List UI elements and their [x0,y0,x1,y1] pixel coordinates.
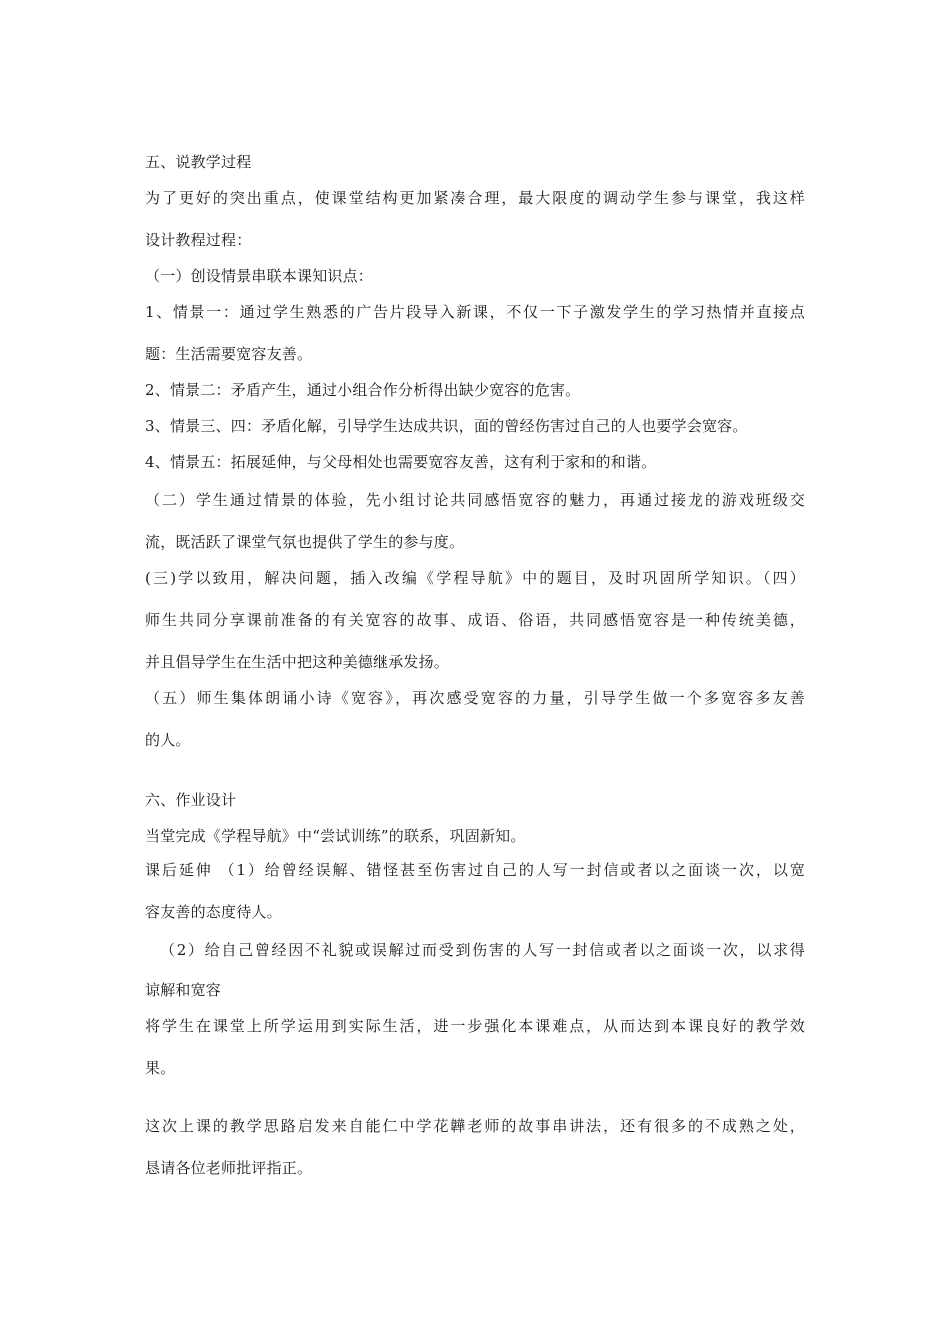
paragraph-line: 2、情景二：矛盾产生，通过小组合作分析得出缺少宽容的危害。 [145,381,581,399]
section-heading-teaching-process: 五、说教学过程 [145,153,252,171]
paragraph-line: （二）学生通过情景的体验，先小组讨论共同感悟宽容的魅力，再通过接龙的游戏班级交 [145,491,805,509]
paragraph-line: 流，既活跃了课堂气氛也提供了学生的参与度。 [145,533,465,551]
section-heading-homework: 六、作业设计 [145,791,237,809]
paragraph-line: 的人。 [145,731,191,749]
paragraph-line: 容友善的态度待人。 [145,903,282,921]
paragraph-line: （五）师生集体朗诵小诗《宽容》，再次感受宽容的力量，引导学生做一个多宽容多友善 [145,689,805,707]
subsection-heading: （一）创设情景串联本课知识点： [145,267,374,285]
paragraph-line: 3、情景三、四：矛盾化解，引导学生达成共识，面的曾经伤害过自己的人也要学会宽容。 [145,417,748,435]
paragraph-line: (三)学以致用，解决问题，插入改编《学程导航》中的题目，及时巩固所学知识。（四） [145,569,805,587]
paragraph-line: 4、情景五：拓展延伸，与父母相处也需要宽容友善，这有利于家和的和谐。 [145,453,657,471]
paragraph-line: 这次上课的教学思路启发来自能仁中学花韡老师的故事串讲法，还有很多的不成熟之处， [145,1117,805,1135]
paragraph-line: （2）给自己曾经因不礼貌或误解过而受到伤害的人写一封信或者以之面谈一次，以求得 [160,941,805,959]
paragraph-line: 师生共同分享课前准备的有关宽容的故事、成语、俗语，共同感悟宽容是一种传统美德， [145,611,805,629]
paragraph-line: 题：生活需要宽容友善。 [145,345,313,363]
paragraph-line: 为了更好的突出重点，使课堂结构更加紧凑合理，最大限度的调动学生参与课堂，我这样 [145,189,805,207]
paragraph-line: 设计教程过程： [145,231,252,249]
paragraph-line: 并且倡导学生在生活中把这种美德继承发扬。 [145,653,450,671]
paragraph-line: 1、情景一：通过学生熟悉的广告片段导入新课，不仅一下子激发学生的学习热情并直接点 [145,303,805,321]
paragraph-line: 当堂完成《学程导航》中“尝试训练”的联系，巩固新知。 [145,827,526,845]
paragraph-line: 谅解和宽容 [145,981,222,999]
paragraph-line: 恳请各位老师批评指正。 [145,1159,313,1177]
paragraph-line: 将学生在课堂上所学运用到实际生活，进一步强化本课难点，从而达到本课良好的教学效 [145,1017,805,1035]
paragraph-line: 课后延伸 （1）给曾经误解、错怪甚至伤害过自己的人写一封信或者以之面谈一次，以宽 [145,861,805,879]
paragraph-line: 果。 [145,1059,176,1077]
